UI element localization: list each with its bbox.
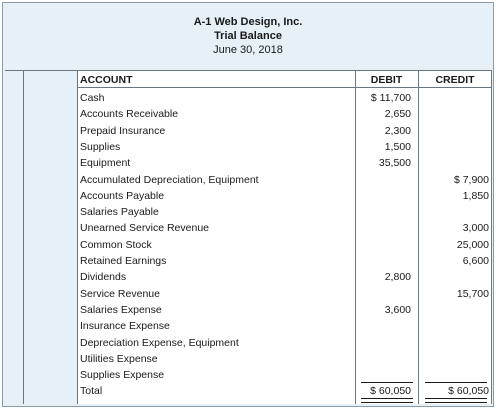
trial-balance-panel: [2, 2, 494, 407]
table-row: [5, 139, 492, 155]
table-row: [5, 318, 492, 334]
table-row: [5, 302, 492, 318]
trial-balance-table: [5, 70, 492, 404]
account-name: Salaries Expense: [80, 303, 162, 316]
table-row: [5, 237, 492, 253]
debit-amount: 2,650: [384, 108, 411, 121]
account-name: Utilities Expense: [80, 352, 158, 365]
credit-amount: $ 60,050: [448, 385, 489, 398]
account-name: Common Stock: [80, 238, 152, 251]
debit-amount: $ 60,050: [370, 385, 411, 398]
account-name: Cash: [80, 92, 105, 104]
account-name: Depreciation Expense, Equipment: [80, 336, 239, 349]
account-name: Service Revenue: [80, 287, 160, 300]
account-name: Supplies: [80, 140, 121, 153]
table-top-rule: [5, 70, 492, 71]
debit-total-rule: [361, 382, 413, 383]
table-row: [5, 123, 492, 139]
account-name: Accounts Receivable: [80, 108, 179, 121]
debit-amount: 2,300: [384, 124, 411, 137]
account-name: Salaries Payable: [80, 206, 159, 219]
account-name: Accumulated Depreciation, Equipment: [80, 173, 259, 186]
table-row: [5, 286, 492, 302]
report-date: June 30, 2018: [213, 44, 283, 56]
table-row: [5, 269, 492, 285]
credit-amount: 6,600: [462, 255, 489, 267]
table-row: [5, 172, 492, 188]
credit-total-rule: [425, 382, 487, 383]
debit-double-rule: [361, 398, 413, 403]
table-row: [5, 220, 492, 236]
debit-amount: $ 11,700: [370, 92, 411, 104]
debit-header: DEBIT: [370, 74, 403, 86]
debit-amount: 1,500: [384, 140, 411, 153]
table-row: [5, 367, 492, 383]
header-rule: [77, 87, 492, 88]
credit-amount: 1,850: [462, 189, 489, 202]
account-name: Dividends: [80, 271, 127, 284]
table-row: [5, 204, 492, 220]
table-row: [5, 383, 492, 399]
account-header: ACCOUNT: [80, 74, 133, 86]
table-row: [5, 188, 492, 204]
account-name: Total: [80, 385, 103, 398]
company-name: A-1 Web Design, Inc.: [193, 16, 303, 28]
table-row: [5, 155, 492, 171]
account-name: Retained Earnings: [80, 255, 167, 267]
account-name: Unearned Service Revenue: [80, 222, 209, 235]
account-name: Equipment: [80, 157, 131, 170]
account-name: Supplies Expense: [80, 369, 165, 382]
debit-amount: 3,600: [384, 303, 411, 316]
credit-amount: $ 7,900: [453, 173, 489, 186]
debit-amount: 35,500: [378, 157, 411, 170]
credit-amount: 3,000: [462, 222, 489, 235]
table-row: [5, 335, 492, 351]
account-name: Insurance Expense: [80, 320, 170, 333]
table-row: [5, 253, 492, 269]
report-title: Trial Balance: [214, 30, 282, 42]
credit-double-rule: [425, 398, 487, 403]
account-name: Prepaid Insurance: [80, 124, 166, 137]
report-header: [3, 15, 493, 57]
credit-header: CREDIT: [435, 74, 475, 86]
debit-amount: 2,800: [384, 271, 411, 284]
credit-amount: 25,000: [456, 238, 489, 251]
account-name: Accounts Payable: [80, 189, 165, 202]
table-row: [5, 351, 492, 367]
credit-amount: 15,700: [456, 287, 489, 300]
table-row: [5, 106, 492, 122]
table-row: [5, 90, 492, 106]
